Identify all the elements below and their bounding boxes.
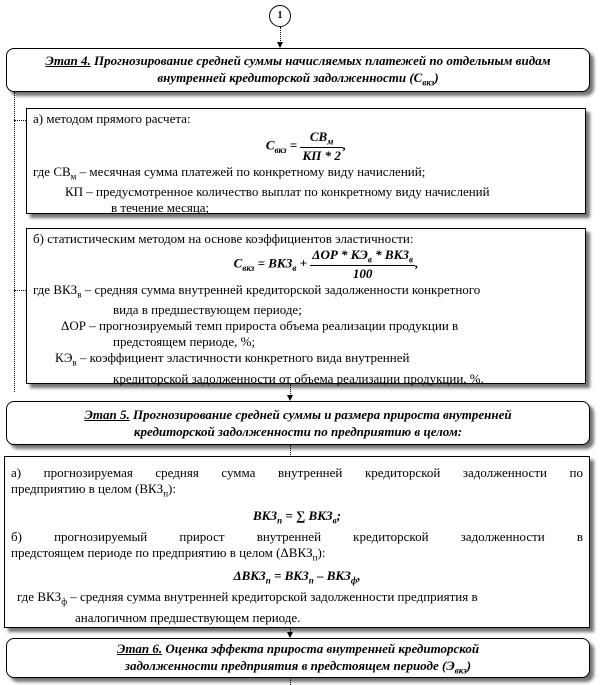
- box-c-f2-rhs-sub: ф: [350, 575, 358, 586]
- box-c-line3: б) прогнозируемый прирост внутренней кредиторской задолженности в: [11, 529, 583, 545]
- box-b-f-num-sub2: в: [409, 254, 414, 265]
- stage6-title-line2-text: задолженности предприятия в предстоящем периоде (Э: [124, 658, 455, 673]
- stage6-title-sub: вкз: [454, 665, 467, 676]
- stage5-title-prefix: Этап 5.: [84, 407, 130, 422]
- box-b-f-num: ΔОР * КЭ: [312, 247, 368, 262]
- stage4-title-text: Прогнозирование средней суммы начисляемых платежей по отдельным видам внутренней кредиторской задолженности (С: [93, 53, 551, 85]
- box-a-formula: [33, 129, 579, 164]
- box-c-enterprise-forecast: [4, 456, 590, 628]
- box-b-f-lhs: С: [233, 255, 243, 271]
- box-b-f-num-sub1: в: [367, 254, 372, 265]
- box-b-f-plus: +: [299, 255, 308, 271]
- box-a-f-num-sub: м: [327, 136, 334, 147]
- box-a-f-tail: ,: [342, 137, 347, 153]
- box-c-f2-lhs-sub: п: [265, 575, 271, 586]
- box-a-fraction: [300, 129, 342, 164]
- stage5-title: [27, 406, 569, 423]
- stage6-title-line2: [27, 657, 569, 680]
- connector-circle: [269, 5, 291, 27]
- box-b-heading: б) статистическим методом на основе коэффициентов эластичности:: [33, 231, 414, 246]
- box-b-fraction: [310, 247, 415, 282]
- box-c-f1-eq: = ∑ ВКЗ: [285, 507, 333, 523]
- box-b-def3: [33, 350, 579, 371]
- stage6-title-prefix: Этап 6.: [116, 641, 163, 656]
- box-c-f2-mid-sub: п: [308, 575, 314, 586]
- box-b-def2-cont: предстоящем периоде, %;: [113, 334, 256, 350]
- box-b-def3-prefix: КЭ: [55, 350, 73, 366]
- box-c-f2-minus: – ВКЗ: [313, 567, 351, 583]
- stage6-box: [6, 638, 590, 678]
- box-b-def3-text: – коэффициент эластичности конкретного вида внутренней: [76, 350, 410, 366]
- box-c-f2-lhs: ΔВКЗ: [233, 567, 266, 583]
- box-b-f-den: 100: [352, 265, 373, 281]
- stage4-title-prefix: Этап 4.: [45, 53, 91, 68]
- box-a-f-lhs: С: [265, 137, 275, 153]
- box-a-f-lhs-sub: вкз: [274, 144, 287, 155]
- box-c-formula2: [11, 568, 583, 586]
- box-a-f-eq: =: [289, 137, 298, 153]
- connector-to-box-a: [14, 120, 26, 121]
- box-c-f2-eq: = ВКЗ: [273, 567, 309, 583]
- box-b-def3-sub: в: [72, 357, 77, 368]
- box-b-f-mid: = ВКЗ: [257, 255, 293, 271]
- box-b-def2: ΔОР – прогнозируемый темп прироста объема реализации продукции в: [61, 318, 459, 334]
- box-c-def-sub: ф: [61, 596, 68, 607]
- connector-to-box-b: [14, 290, 26, 291]
- box-c-def-cont: аналогичном предшествующем периоде.: [75, 609, 301, 625]
- box-c-line4-prefix: предстоящем периоде по предприятию в целом (ΔВКЗ: [11, 545, 313, 561]
- box-c-f1-lhs: ВКЗ: [252, 507, 278, 523]
- box-a-f-den: КП * 2: [302, 147, 341, 163]
- box-a-def2-cont: в течение месяца;: [111, 200, 210, 216]
- stage5-title-line2: кредиторской задолженности по предприятию в целом:: [133, 424, 463, 439]
- box-b-f-tail: ,: [415, 255, 419, 271]
- stage4-title-end: ): [434, 70, 439, 85]
- stage6-title: [27, 640, 569, 657]
- box-b-def1-prefix: где ВКЗ: [33, 281, 78, 297]
- box-c-f1-lhs-sub: п: [277, 515, 283, 526]
- box-b-formula: [73, 247, 579, 282]
- stage6-title-line1: Оценка эффекта прироста внутренней кредиторской: [165, 641, 480, 656]
- box-a-def2: КП – предусмотренное количество выплат по конкретному виду начислений: [65, 184, 490, 200]
- box-a-def1-sub: м: [70, 171, 77, 182]
- box-b-def1-sub: в: [77, 289, 82, 300]
- box-b-elasticity-method: [26, 228, 586, 384]
- box-c-line1: а) прогнозируемая средняя сумма внутренней кредиторской задолженности по: [11, 465, 583, 480]
- stage4-left-connector: [14, 92, 15, 392]
- box-b-def1: [33, 282, 579, 303]
- box-c-line2: [11, 481, 583, 502]
- connector-stage5-to-c: [290, 445, 291, 455]
- connector-below-stage6: [290, 678, 291, 685]
- box-a-def1: [33, 164, 579, 185]
- box-a-heading: а) методом прямого расчета:: [33, 111, 191, 126]
- stage6-title-end: ): [466, 658, 472, 673]
- connector-label: 1: [277, 10, 283, 21]
- box-b-f-lhs-sub: вкз: [242, 262, 255, 273]
- box-c-def: [11, 589, 583, 610]
- box-c-line4: [11, 545, 583, 566]
- box-a-f-num: СВ: [309, 129, 328, 144]
- box-a-def1-prefix: где СВ: [33, 163, 71, 179]
- stage4-title-sub: вкз: [422, 77, 435, 88]
- box-b-f-num-mid: * ВКЗ: [371, 247, 410, 262]
- box-b-def3-cont: кредиторской задолженности от объема реализации продукции, %.: [113, 370, 484, 386]
- box-b-f-mid-sub: в: [292, 262, 297, 273]
- stage5-title-line1: Прогнозирование средней суммы и размера прироста внутренней: [132, 407, 512, 422]
- stage4-title: [27, 52, 569, 92]
- box-c-def-prefix: где ВКЗ: [17, 589, 62, 605]
- box-b-def1-text: – средняя сумма внутренней кредиторской задолженности конкретного: [81, 281, 481, 297]
- box-c-line4-sub: п: [312, 552, 318, 563]
- box-c-f1-rhs-sub: в: [332, 515, 337, 526]
- box-c-line2-end: ):: [168, 481, 176, 496]
- connector-line: [280, 27, 281, 43]
- box-c-formula1: [11, 508, 583, 526]
- stage5-box: [6, 401, 590, 445]
- box-c-line2-prefix: предприятию в целом (ВКЗ: [11, 481, 164, 496]
- box-c-f1-tail: ;: [336, 507, 342, 523]
- box-c-def-text: – средняя сумма внутренней кредиторской задолженности предприятия в: [67, 589, 478, 605]
- box-c-line4-end: ):: [317, 545, 326, 561]
- stage4-box: [6, 48, 590, 92]
- box-c-line2-sub: п: [163, 488, 169, 499]
- box-a-direct-method: [26, 108, 586, 214]
- box-a-def1-text: – месячная сумма платежей по конкретному виду начислений;: [76, 163, 426, 179]
- box-c-f2-tail: ,: [357, 567, 361, 583]
- box-b-def1-cont: вида в предшествующем периоде;: [113, 302, 302, 318]
